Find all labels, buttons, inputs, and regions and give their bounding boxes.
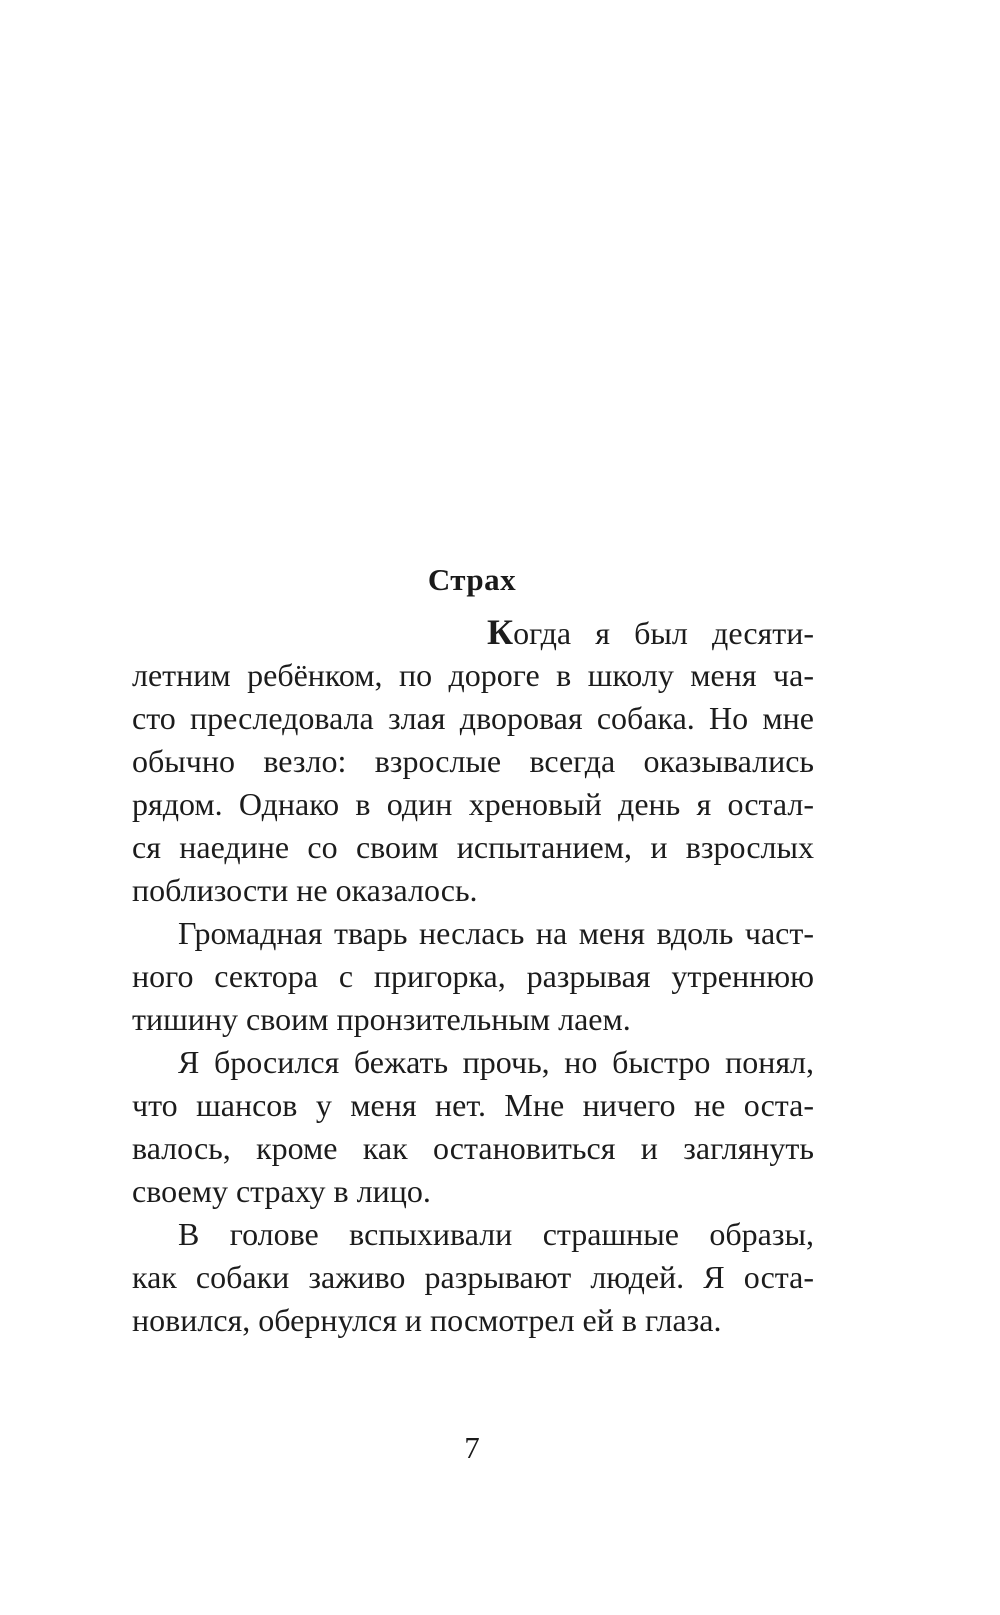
paragraph-1-line-3: сто преследовала злая дворовая собака. Но мне [132, 700, 814, 736]
paragraph-1-line-6: ся наедине со своим испытанием, и взрослых [132, 829, 814, 865]
paragraph-4-line-1: В голове вспыхивали страшные образы, [178, 1216, 814, 1252]
paragraph-3-line-1: Я бросился бежать прочь, но быстро понял, [178, 1044, 814, 1080]
paragraph-1-line-1-text: огда я был десяти- [513, 615, 814, 651]
paragraph-1-line-5: рядом. Однако в один хреновый день я остал- [132, 786, 814, 822]
paragraph-1-line-7: поблизости не оказалось. [132, 872, 478, 908]
paragraph-2-line-2: ного сектора с пригорка, разрывая утреннюю [132, 958, 814, 994]
paragraph-3-line-4: своему страху в лицо. [132, 1173, 431, 1209]
paragraph-2-line-1: Громадная тварь неслась на меня вдоль част- [178, 915, 814, 951]
paragraph-3-line-3: валось, кроме как остановиться и заглянуть [132, 1130, 814, 1166]
paragraph-4-line-3: новился, обернулся и посмотрел ей в глаза. [132, 1302, 722, 1338]
paragraph-1-line-2: летним ребёнком, по дороге в школу меня ча- [132, 657, 814, 693]
paragraph-1-line-1 [487, 612, 814, 653]
paragraph-4-line-2: как собаки заживо разрывают людей. Я оста- [132, 1259, 814, 1295]
paragraph-2-line-3: тишину своим пронзительным лаем. [132, 1001, 631, 1037]
page-number: 7 [464, 1430, 480, 1465]
chapter-title: Страх [427, 562, 517, 597]
paragraph-3-line-2: что шансов у меня нет. Мне ничего не оста- [132, 1087, 814, 1123]
paragraph-1-line-4: обычно везло: взрослые всегда оказывались [132, 743, 814, 779]
drop-cap: К [487, 612, 514, 652]
